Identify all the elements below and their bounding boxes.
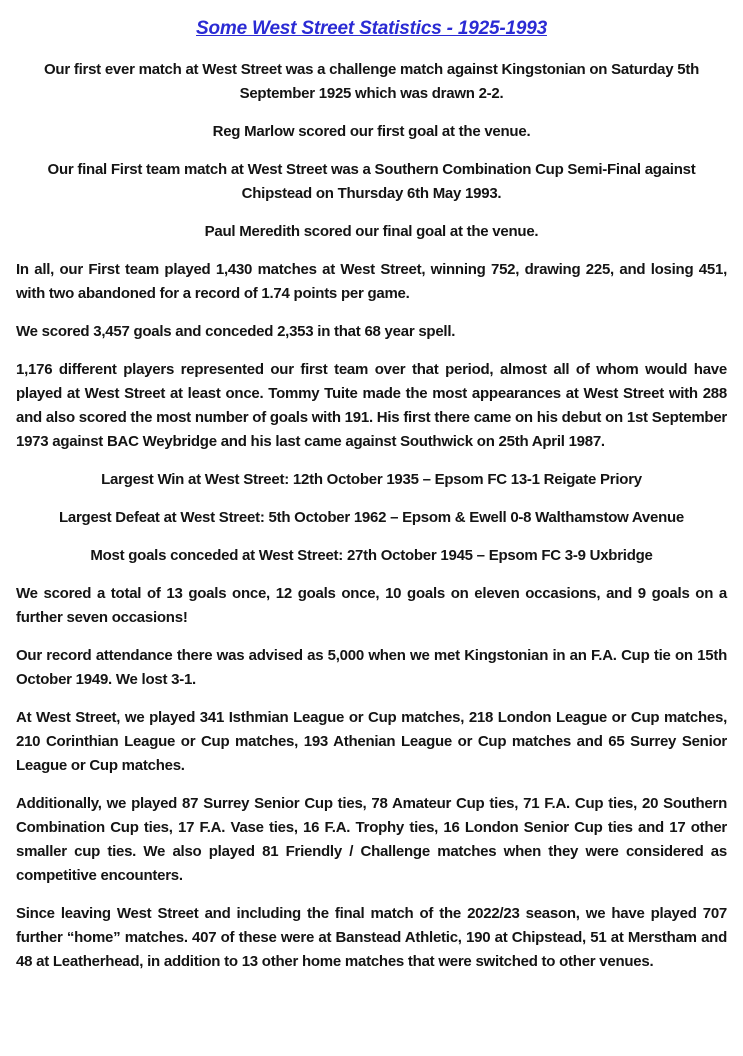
paragraph-5: In all, our First team played 1,430 matches at West Street, winning 752, drawing 225, and losing 451, with two abandoned for a record of 1.74 points per game. bbox=[16, 261, 727, 302]
paragraph-3: Our final First team match at West Street was a Southern Combination Cup Semi-Final against Chipstead on Thursday 6th May 1993. bbox=[47, 161, 696, 202]
paragraph-8: Largest Win at West Street: 12th October 1935 – Epsom FC 13-1 Reigate Priory bbox=[101, 471, 642, 488]
paragraph-10: Most goals conceded at West Street: 27th October 1945 – Epsom FC 3-9 Uxbridge bbox=[90, 547, 653, 564]
paragraph-2: Reg Marlow scored our first goal at the venue. bbox=[212, 123, 531, 140]
paragraph-list bbox=[16, 58, 727, 974]
paragraph-14: Additionally, we played 87 Surrey Senior Cup ties, 78 Amateur Cup ties, 71 F.A. Cup ties, 20 Southern Combination Cup ties, 17 F.A. Vase ties, 16 F.A. Trophy ties, 16 London Senior Cup ties and 17 other smaller cup ties. We also played 81 Friendly / Challenge matches when they were considered as competitive encounters. bbox=[16, 795, 727, 884]
paragraph-13: At West Street, we played 341 Isthmian League or Cup matches, 218 London League or Cup matches, 210 Corinthian League or Cup matches, 193 Athenian League or Cup matches and 65 Surrey Senior League or Cup matches. bbox=[16, 709, 727, 774]
paragraph-6: We scored 3,457 goals and conceded 2,353 in that 68 year spell. bbox=[16, 323, 456, 340]
paragraph-9: Largest Defeat at West Street: 5th October 1962 – Epsom & Ewell 0-8 Walthamstow Avenue bbox=[58, 509, 685, 526]
document-title: Some West Street Statistics - 1925-1993 bbox=[196, 18, 547, 39]
paragraph-1: Our first ever match at West Street was a challenge match against Kingstonian on Saturday 5th September 1925 which was drawn 2-2. bbox=[44, 61, 699, 102]
paragraph-12: Our record attendance there was advised as 5,000 when we met Kingstonian in an F.A. Cup tie on 15th October 1949. We lost 3-1. bbox=[16, 647, 727, 688]
paragraph-4: Paul Meredith scored our final goal at the venue. bbox=[204, 223, 539, 240]
paragraph-11: We scored a total of 13 goals once, 12 goals once, 10 goals on eleven occasions, and 9 goals on a further seven occasions! bbox=[16, 585, 727, 626]
paragraph-7: 1,176 different players represented our first team over that period, almost all of whom would have played at West Street at least once. Tommy Tuite made the most appearances at West Street with 288 and also scored the most number of goals with 191. His first there came on his debut on 1st September 1973 against BAC Weybridge and his last came against Southwick on 25th April 1987. bbox=[16, 361, 727, 450]
paragraph-15: Since leaving West Street and including the final match of the 2022/23 season, we have played 707 further “home” matches. 407 of these were at Banstead Athletic, 190 at Chipstead, 51 at Merstham and 48 at Leatherhead, in addition to 13 other home matches that were switched to other venues. bbox=[16, 905, 727, 970]
